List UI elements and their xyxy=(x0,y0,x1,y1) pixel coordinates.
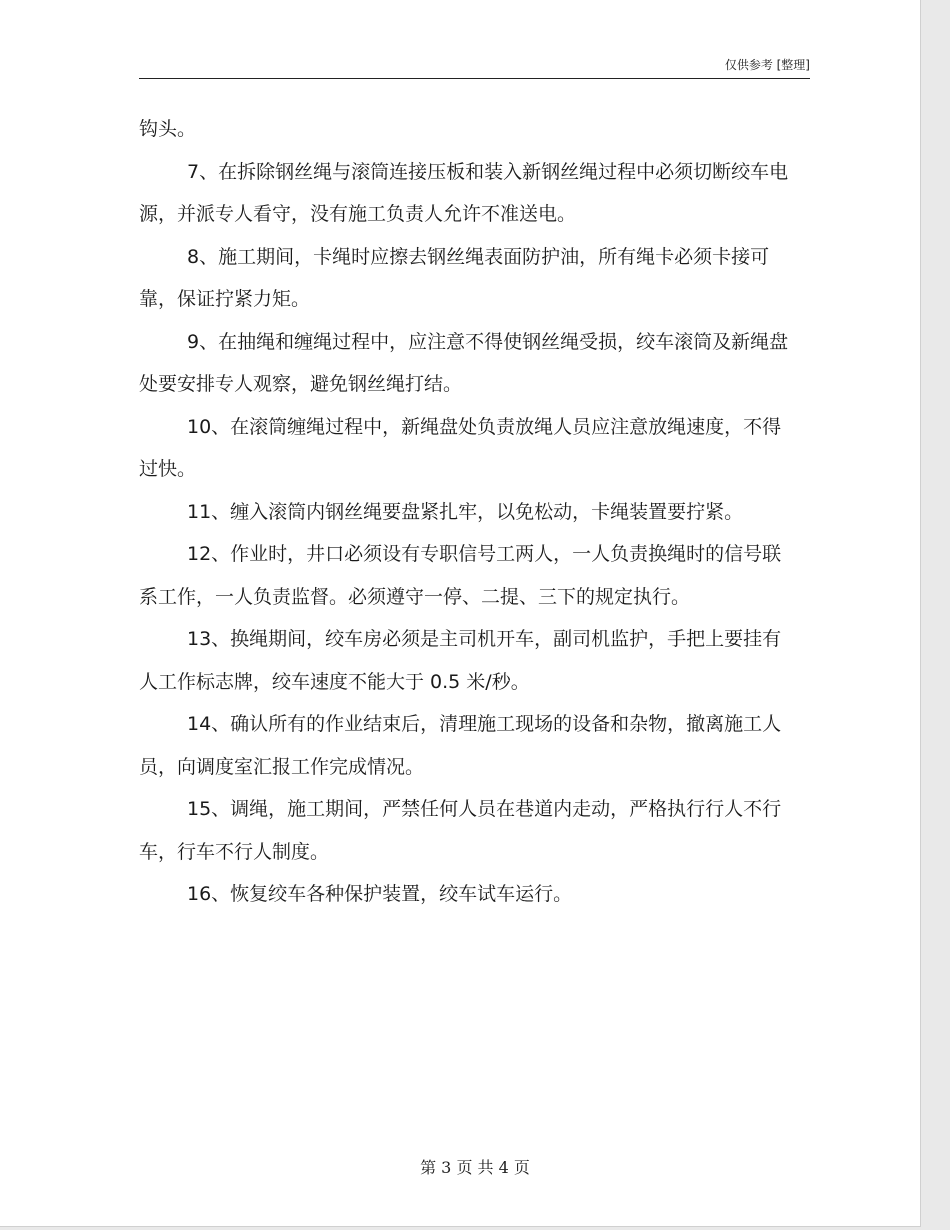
header-label: 仅供参考 [整理] xyxy=(724,58,810,72)
paragraph: 13、换绳期间，绞车房必须是主司机开车，副司机监护，手把上要挂有人工作标志牌，绞车速度不能大于 0.5 米/秒。 xyxy=(139,628,782,693)
paragraph: 15、调绳，施工期间，严禁任何人员在巷道内走动，严格执行行人不行车，行车不行人制度。 xyxy=(139,798,782,863)
paragraph: 9、在抽绳和缠绳过程中，应注意不得使钢丝绳受损，绞车滚筒及新绳盘处要安排专人观察，避免钢丝绳打结。 xyxy=(139,330,789,395)
paragraph: 10、在滚筒缠绳过程中，新绳盘处负责放绳人员应注意放绳速度，不得过快。 xyxy=(139,415,782,480)
paragraph: 8、施工期间，卡绳时应擦去钢丝绳表面防护油，所有绳卡必须卡接可靠，保证拧紧力矩。 xyxy=(139,245,770,310)
paragraph: 12、作业时，井口必须设有专职信号工两人，一人负责换绳时的信号联系工作，一人负责监督。必须遵守一停、二提、三下的规定执行。 xyxy=(139,543,782,608)
paragraph: 16、恢复绞车各种保护装置，绞车试车运行。 xyxy=(187,883,573,905)
page-number-footer: 第 3 页 共 4 页 xyxy=(420,1158,530,1177)
document-body xyxy=(139,108,789,916)
paragraph: 11、缠入滚筒内钢丝绳要盘紧扎牢，以免松动，卡绳装置要拧紧。 xyxy=(187,500,744,523)
paragraph: 钩头。 xyxy=(139,118,197,140)
paragraph: 14、确认所有的作业结束后，清理施工现场的设备和杂物，撤离施工人员，向调度室汇报工作完成情况。 xyxy=(139,713,782,778)
paragraph: 7、在拆除钢丝绳与滚筒连接压板和装入新钢丝绳过程中必须切断绞车电源，并派专人看守，没有施工负责人允许不准送电。 xyxy=(139,160,789,225)
page-header xyxy=(139,54,810,79)
